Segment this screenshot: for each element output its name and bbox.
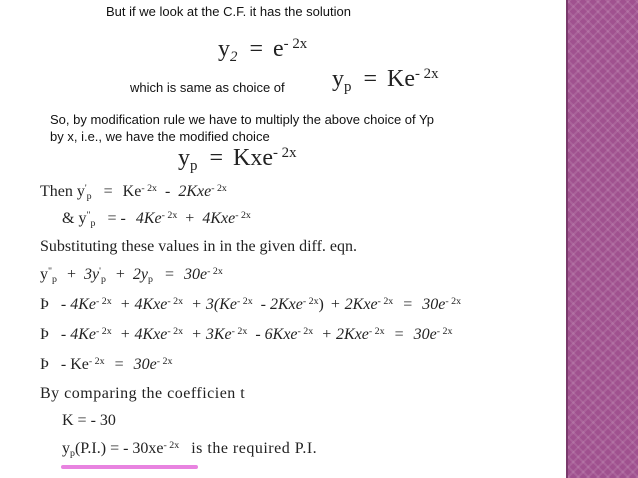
choice-equation bbox=[332, 65, 439, 96]
cf-lhs: y bbox=[218, 36, 230, 62]
derivative1-sub: p bbox=[86, 191, 92, 203]
choice-lhs-sub: p bbox=[344, 79, 352, 96]
modified-body: Kxe bbox=[232, 145, 273, 171]
step1-implies: Þ bbox=[40, 296, 49, 313]
cf-exp: - 2x bbox=[283, 35, 308, 52]
given-differential-equation bbox=[40, 266, 223, 284]
modified-choice-equation bbox=[178, 144, 297, 175]
same-choice-text: which is same as choice of bbox=[130, 80, 285, 95]
step3-implies: Þ bbox=[40, 356, 49, 373]
step1-term5-exp: - 2x bbox=[377, 295, 394, 307]
modification-text-2: by x, i.e., we have the modified choice bbox=[50, 129, 270, 144]
derivative1-term2: 2Kxe bbox=[178, 183, 212, 200]
derivative2-term2-exp: - 2x bbox=[235, 209, 251, 221]
derivative2-sub: p bbox=[90, 218, 96, 230]
derivative2-term1: 4Ke bbox=[135, 210, 162, 227]
given-y0-sub: p bbox=[148, 274, 153, 286]
given-y1-sub: p bbox=[100, 274, 106, 286]
step1-term5: + 2Kxe bbox=[329, 296, 378, 313]
step1-term1-exp: - 2x bbox=[96, 295, 112, 307]
step2-eq: = bbox=[394, 326, 404, 343]
step-1-equation bbox=[40, 296, 461, 314]
given-y1-prime: ' bbox=[99, 265, 101, 277]
step2-term1: - 4Ke bbox=[60, 326, 97, 343]
compare-text: By comparing the coefficien t bbox=[40, 385, 246, 402]
step1-term2: + 4Kxe bbox=[119, 296, 168, 313]
highlight-underline bbox=[61, 465, 198, 469]
choice-eq: = bbox=[363, 66, 377, 92]
modified-eq: = bbox=[209, 145, 223, 171]
step3-eq: = bbox=[114, 356, 124, 373]
step2-term2-exp: - 2x bbox=[167, 325, 184, 337]
derivative1-prime: ' bbox=[84, 182, 87, 194]
given-y1: 3y bbox=[84, 266, 100, 283]
step1-term3-exp: - 2x bbox=[236, 295, 253, 307]
step-2-equation bbox=[40, 326, 452, 344]
modified-lhs-sub: p bbox=[190, 158, 198, 175]
given-y0: 2y bbox=[132, 266, 149, 283]
given-y2-sub: p bbox=[52, 274, 57, 286]
derivative2-eq: = - bbox=[107, 210, 126, 227]
cf-lhs-sub: 2 bbox=[230, 49, 238, 66]
step1-rhs: 30e bbox=[422, 296, 446, 313]
step2-term1-exp: - 2x bbox=[96, 325, 112, 337]
step2-term4-exp: - 2x bbox=[297, 325, 314, 337]
modified-lhs: y bbox=[178, 145, 190, 171]
step2-term3-exp: - 2x bbox=[231, 325, 248, 337]
derivative2-term2: 4Kxe bbox=[202, 210, 236, 227]
derivative2-prefix: & y bbox=[62, 210, 87, 227]
cf-eq: = bbox=[249, 36, 263, 62]
cf-base: e bbox=[272, 36, 284, 62]
given-rhs: 30e bbox=[184, 266, 208, 283]
step1-term4-exp: - 2x bbox=[302, 295, 319, 307]
step-3-equation bbox=[40, 356, 172, 374]
derivative2-prime: " bbox=[86, 209, 91, 221]
decorative-side-panel bbox=[568, 0, 638, 478]
first-derivative-equation bbox=[40, 183, 227, 201]
intro-text: But if we look at the C.F. it has the solution bbox=[106, 4, 351, 19]
step1-term3: + 3(Ke bbox=[191, 296, 237, 313]
step2-term5-exp: - 2x bbox=[368, 325, 385, 337]
second-derivative-equation bbox=[62, 210, 251, 228]
result-lhs: y bbox=[62, 440, 70, 457]
step3-term1-exp: - 2x bbox=[88, 355, 105, 367]
step1-rhs-exp: - 2x bbox=[445, 295, 462, 307]
result-exp: - 2x bbox=[163, 439, 180, 451]
derivative1-term2-exp: - 2x bbox=[211, 182, 227, 194]
modification-text-1: So, by modification rule we have to multiply the above choice of Yp bbox=[50, 112, 434, 127]
step1-term1: - 4Ke bbox=[60, 296, 97, 313]
derivative2-plus: + bbox=[185, 210, 195, 227]
given-y2-prime: " bbox=[48, 265, 53, 277]
step3-rhs: 30e bbox=[133, 356, 157, 373]
step2-term2: + 4Kxe bbox=[119, 326, 168, 343]
derivative1-eq: = bbox=[103, 183, 113, 200]
given-y2: y bbox=[40, 266, 48, 283]
step3-rhs-exp: - 2x bbox=[156, 355, 173, 367]
given-eq: = bbox=[164, 266, 175, 283]
step1-term4: - 2Kxe bbox=[260, 296, 303, 313]
choice-exp: - 2x bbox=[414, 65, 439, 82]
result-pi: (P.I.) = - 30xe bbox=[74, 440, 164, 457]
step3-term1: - Ke bbox=[60, 356, 89, 373]
derivative1-term1-exp: - 2x bbox=[141, 182, 157, 194]
step2-term4: - 6Kxe bbox=[255, 326, 298, 343]
choice-body: Ke bbox=[386, 66, 415, 92]
result-lhs-sub: p bbox=[70, 448, 75, 460]
derivative1-prefix: Then y bbox=[40, 183, 85, 200]
step1-close-paren: ) bbox=[318, 296, 324, 313]
result-equation bbox=[62, 440, 317, 458]
step2-rhs: 30e bbox=[413, 326, 437, 343]
given-plus2: + bbox=[115, 266, 125, 283]
substitute-text: Substituting these values in in the given diff. eqn. bbox=[40, 238, 357, 255]
given-rhs-exp: - 2x bbox=[207, 265, 223, 277]
choice-lhs: y bbox=[332, 66, 344, 92]
step1-eq: = bbox=[403, 296, 413, 313]
cf-solution-equation bbox=[218, 35, 308, 66]
derivative1-term1: Ke bbox=[122, 183, 142, 200]
k-value: K = - 30 bbox=[62, 412, 116, 429]
derivative2-term1-exp: - 2x bbox=[161, 209, 178, 221]
step2-implies: Þ bbox=[40, 326, 49, 343]
result-tail: is the required P.I. bbox=[191, 440, 318, 457]
step2-rhs-exp: - 2x bbox=[436, 325, 453, 337]
modified-exp: - 2x bbox=[272, 144, 297, 161]
step1-term2-exp: - 2x bbox=[167, 295, 184, 307]
step2-term5: + 2Kxe bbox=[321, 326, 369, 343]
step2-term3: + 3Ke bbox=[191, 326, 232, 343]
derivative1-minus: - bbox=[165, 183, 171, 200]
given-plus1: + bbox=[67, 266, 77, 283]
